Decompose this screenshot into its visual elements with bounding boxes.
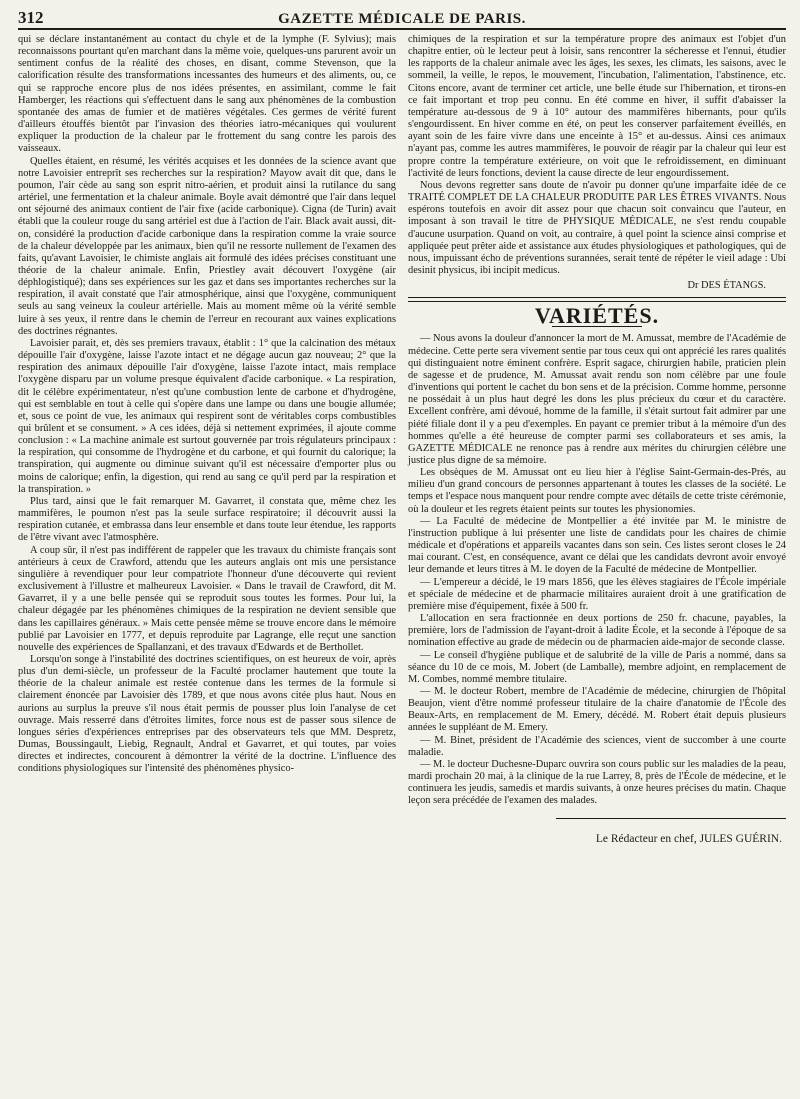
news-item: Les obsèques de M. Amussat ont eu lieu hier à l'église Saint-Germain-des-Prés, au milieu d'un grand concours de personnes appartenant à toutes les classes de la société. Le temps et l'espace nous manquent pour rendre compte avec détails de cette triste cérémonie, où la douleur et les regrets étaient peints sur toutes les physionomies. [408,467,786,515]
news-item: — M. le docteur Robert, membre de l'Académie de médecine, chirurgien de l'hôpital Beaujon, vient d'être nommé professeur titulaire de la chaire d'anatomie de l'École des Beaux-Arts, en remplacement de M. Emery, décédé. M. Robert était depuis plusieurs années le suppléant de M. Emery. [408,685,786,734]
paragraph: Lorsqu'on songe à l'instabilité des doctrines scientifiques, on est heureux de voir, après plus d'un demi-siècle, un professeur de la Faculté proclamer hautement que toute la théorie de la chaleur animale est restée contenue dans les termes de la formule si clairement énoncée par Lavoisier dès 1789, et que nous avons citée plus haut. Nous en aurions au surplus la preuve s'il nous était permis de pousser plus loin l'analyse de cet ouvrage. Mais resserré dans d'étroites limites, force nous est de passer sous silence de longues séries d'expériences entreprises par des observateurs tels que MM. Despretz, Dumas, Boussingault, Liebig, Regnault, Andral et Gavarret, et qui toutes, par voies directes et indirectes, concourent à démontrer la vérité de la doctrine. L'influence des conditions physiologiques sur l'intensité des phénomènes physico- [18,653,396,775]
right-column [408,34,786,845]
page-header [18,6,786,30]
left-column [18,34,396,845]
section-title: VARIÉTÉS. [534,303,660,329]
paragraph: Lavoisier parait, et, dès ses premiers travaux, établit : 1° que la calcination des métaux dépouille l'air d'oxygène, laisse l'azote intact et ne dégage aucun gaz nouveau; 2° que la respiration des animaux dépouille l'air d'oxygène, laisse l'azote intact, mais remplace l'oxygène disparu par un volume presque équivalent d'acide carbonique. « La respiration, dit le célèbre expérimentateur, n'est qu'une combustion lente de carbone et d'hydrogène, qui est semblable en tout à celle qui s'opère dans une lampe ou dans une bougie allumée; et, sous ce point de vue, les animaux qui respirent sont de véritables corps combustibles qui brûlent et se consument. » A ces idées, déjà si nettement exprimées, il ajoute comme conclusion : « La machine animale est surtout gouvernée par trois régulateurs principaux : la respiration, qui consomme de l'hydrogène et du carbone, et qui fournit du calorique; la transpiration, qui augmente ou diminue suivant qu'il est nécessaire d'emporter plus ou moins de calorique; enfin, la digestion, qui rend au sang ce qu'il perd par la respiration et la transpiration. » [18,337,396,495]
columns [18,34,786,845]
paragraph: Plus tard, ainsi que le fait remarquer M. Gavarret, il constata que, même chez les mammifères, le poumon n'est pas la seule surface respiratoire; il découvrit aussi la respiration cutanée, et embrassa dans leur ensemble et dans toute leur étendue, les rapports de l'être vivant avec l'atmosphère. [18,495,396,544]
news-item: L'allocation en sera fractionnée en deux portions de 250 fr. chacune, payables, la première, lors de l'admission de l'ayant-droit à ladite École, et la seconde à l'époque de sa nomination effective au grade de médecin ou de pharmacien aide-major de seconde classe. [408,613,786,649]
journal-title: GAZETTE MÉDICALE DE PARIS. [278,11,526,27]
divider [556,818,786,819]
news-item: — Le conseil d'hygiène publique et de salubrité de la ville de Paris a nommé, dans sa séance du 10 de ce mois, M. Jobert (de Lamballe), membre adjoint, en remplacement de M. Combes, nommé membre titulaire. [408,649,786,685]
news-item: — Nous avons la douleur d'annoncer la mort de M. Amussat, membre de l'Académie de médecine. Cette perte sera vivement sentie par tous ceux qui ont apprécié les rares qualités qui distinguaient notre éminent confrère. Esprit sagace, chirurgien habile, praticien plein de sagesse et de prudence, M. Amussat avait rendu son nom célèbre par une foule d'inventions qui portent le cachet du bon sens et de la précision. Comme homme, personne ne possédait à un plus haut degré les dons les plus précieux du cœur et du caractère. Excellent confrère, ami dévoué, homme de la famille, il s'était surtout fait admirer par une piété filiale dont il y a peu d'exemples. En payant ce premier tribut à la mémoire d'un des hommes qu'elle a été heureuse de compter parmi ses collaborateurs et ses amis, la GAZETTE MÉDICALE ne renonce pas à rendre aux mérites du chirurgien célèbre une justice plus digne de sa mémoire. [408,333,786,466]
news-item: — M. le docteur Duchesne-Duparc ouvrira son cours public sur les maladies de la peau, mardi prochain 20 mai, à la clinique de la rue Larrey, 8, près de l'École de médecine, et le continuera les jeudis, samedis et mardis suivants, à onze heures précises du matin. Chaque leçon sera précédée de l'examen des malades. [408,758,786,807]
editor-signature: Le Rédacteur en chef, JULES GUÉRIN. [595,832,782,845]
news-item: — M. Binet, président de l'Académie des sciences, vient de succomber à une courte maladie. [408,734,786,758]
paragraph: A coup sûr, il n'est pas indifférent de rappeler que les travaux du chimiste français sont antérieurs à ceux de Crawford, attendu que les auteurs anglais ont mis une persistance singulière à revendiquer pour leur compatriote l'honneur d'une découverte qui revient exclusivement à l'illustre et malheureux Lavoisier. « Dans le travail de Crawford, dit M. Gavarret, il y a une belle pensée qui se reproduit sous toutes les formes. Pour lui, la chaleur dégagée par les phénomènes chimiques de la respiration ne devient sensible que dans les capillaires généraux. » Mais cette pensée même se trouve encore dans le mémoire publié par Lavoisier en 1777, et depuis reproduite par Lagrange, elle reçut une sanction nouvelle des expériences de Spallanzani, et des travaux d'Edwards et de Berthollet. [18,544,396,653]
divider [408,297,786,298]
paragraph: Quelles étaient, en résumé, les vérités acquises et les données de la science avant que notre Lavoisier entreprît ses recherches sur la respiration? Mayow avait dit que, dans le poumon, l'air cède au sang son esprit nitro-aérien, et produit ainsi la rutilance du sang artériel, une fermentation et la chaleur animale. Boyle avait démontré que l'air dans lequel ont séjourné des animaux contient de l'air fixe (acide carbonique). Cigna (de Turin) avait établi que la couleur rouge du sang artériel est due à l'action de l'air. Black avait aussi, dit-on, considéré la production d'acide carbonique dans la respiration comme la vraie source de la chaleur développée par les animaux, bien qu'il ne ressorte nullement de l'examen des faits, qu'avant Lavoisier, le chimiste anglais ait formulé des idées précises constituant une théorie de la chaleur animale. Enfin, Priestley avait découvert l'oxygène (air déphlogistiqué); dans ses expériences sur les gaz et dans ses importantes recherches sur la respiration, il avait constaté que l'air atmosphérique, ainsi que l'oxygène, communiquent seuls au sang veineux la couleur artérielle. Mais au moment même où la vérité semble luire à ses yeux, il rentre dans le chemin de l'erreur en recourant aux vaines explications des doctrines régnantes. [18,155,396,337]
paragraph: Nous devons regretter sans doute de n'avoir pu donner qu'une imparfaite idée de ce TRAITÉ COMPLET DE LA CHALEUR PRODUITE PAR LES ÊTRES VIVANTS. Nous espérons toutefois en avoir dit assez pour que chacun soit convaincu que l'auteur, en imposant à son travail le titre de PHYSIQUE MÉDICALE, ne s'est rendu coupable d'aucune usurpation. Quand on voit, au contraire, à quel point la science ainsi comprise et appliquée peut prêter aide et assistance aux études physiologiques et pathologiques, qui de nous, impuissant écho de préventions surannées, serait tenté de répéter le vieil adage : Ubi desinit physicus, ibi incipit medicus. [408,179,786,276]
paragraph: qui se déclare instantanément au contact du chyle et de la lymphe (F. Sylvius); mais reconnaissons pourtant qu'en marchant dans la même voie, quelques-uns parurent avoir un sentiment confus de la réalité des choses, en disant, comme Stevenson, que la calorification résulte des transformations incessantes des humeurs et des aliments, ou, ce qui se rapproche encore plus de nos idées présentes, en assimilant, comme le fait Hamberger, les réactions qui s'effectuent dans le sang aux phénomènes de la combustion spontanée des amas de fumier et de matières végétales. Ces germes de vérité furent d'ailleurs étouffés bientôt par l'invasion des théories iatro-mécaniques qui voulurent expliquer la production de la chaleur par le frottement du sang contre les parois des vaisseaux. [18,34,396,155]
news-item: — La Faculté de médecine de Montpellier a été invitée par M. le ministre de l'instruction publique à lui présenter une liste de candidats pour les chaires de chimie médicale et d'opérations et appareils vacantes dans son sein. Ces listes seront closes le 24 mai courant. C'est, en conséquence, avant ce délai que les candidats devront avoir envoyé leur demande et leurs titres à M. le doyen de la Faculté de médecine de Montpellier. [408,515,786,576]
page-number: 312 [18,8,44,27]
paragraph: chimiques de la respiration et sur la température propre des animaux est l'objet d'un chapitre entier, où le lecteur peut à loisir, sans rencontrer la sécheresse et l'ennui, étudier les rapports de la chaleur animale avec les âges, les sexes, les climats, les saisons, avec le sommeil, la veille, le repos, le mouvement, l'incubation, l'alimentation, l'abstinence, etc. Citons encore, avant de terminer cet article, une belle étude sur l'hibernation, et tirons-en ce fait important et trop peu connu. En été comme en hiver, il suffit d'abaisser la température au-dessous de 9 à 10° autour des mammifères hibernants, pour qu'ils s'engourdissent. En hiver comme en été, on peut les conserver parfaitement éveillés, en ayant soin de les faire vivre dans une enceinte à 15° et au-dessus. Ainsi ces animaux n'ayant pas, comme les autres mammifères, le pouvoir de réagir par la chaleur qui leur est propre contre la température extérieure, on voit que le refroidissement, en diminuant l'activité de leurs fonctions, devient la cause directe de leur engourdissement. [408,34,786,179]
news-item: — L'empereur a décidé, le 19 mars 1856, que les élèves stagiaires de l'École impériale et spéciale de médecine et de pharmacie militaires auraient droit à une gratification de première mise d'équipement, fixée à 500 fr. [408,576,786,612]
divider [408,301,786,302]
article-signature: Dr DES ÉTANGS. [687,280,766,292]
